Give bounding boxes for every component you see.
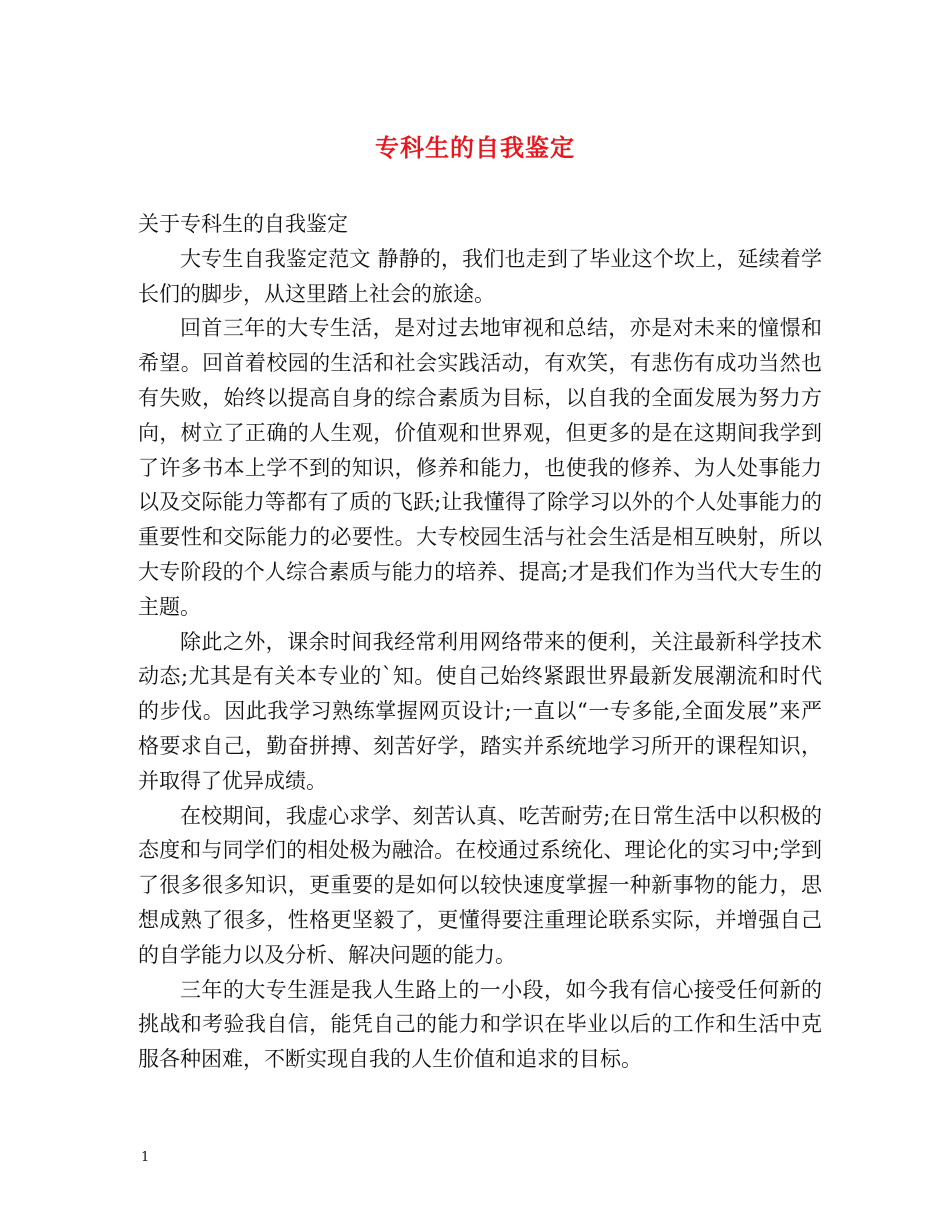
body-paragraph: 大专生自我鉴定范文 静静的，我们也走到了毕业这个坎上，延续着学长们的脚步，从这里踏上社会的旅途。 xyxy=(138,246,822,306)
body-paragraph: 除此之外，课余时间我经常利用网络带来的便利，关注最新科学技术动态;尤其是有关本专业的`知。使自己始终紧跟世界最新发展潮流和时代的步伐。因此我学习熟练掌握网页设计;一直以“一专多能,全面发展”来严格要求自己，勤奋拼搏、刻苦好学，踏实并系统地学习所开的课程知识，并取得了优异成绩。 xyxy=(138,629,822,793)
body-paragraph: 回首三年的大专生活，是对过去地审视和总结，亦是对未来的憧憬和希望。回首着校园的生活和社会实践活动，有欢笑，有悲伤有成功当然也有失败，始终以提高自身的综合素质为目标，以自我的全面发展为努力方向，树立了正确的人生观，价值观和世界观，但更多的是在这期间我学到了许多书本上学不到的知识，修养和能力，也使我的修养、为人处事能力以及交际能力等都有了质的飞跃;让我懂得了除学习以外的个人处事能力的重要性和交际能力的必要性。大专校园生活与社会生活是相互映射，所以大专阶段的个人综合素质与能力的培养、提高;才是我们作为当代大专生的主题。 xyxy=(138,316,822,619)
subtitle-paragraph: 关于专科生的自我鉴定 xyxy=(138,212,348,236)
page-number: 1 xyxy=(141,1150,150,1165)
document-body xyxy=(138,207,822,1077)
body-paragraph: 在校期间，我虚心求学、刻苦认真、吃苦耐劳;在日常生活中以积极的态度和与同学们的相处极为融洽。在校通过系统化、理论化的实习中;学到了很多很多知识，更重要的是如何以较快速度掌握一种新事物的能力，思想成熟了很多，性格更坚毅了，更懂得要注重理论联系实际，并增强自己的自学能力以及分析、解决问题的能力。 xyxy=(138,803,822,967)
document-title: 专科生的自我鉴定 xyxy=(375,133,575,162)
body-paragraph: 三年的大专生涯是我人生路上的一小段，如今我有信心接受任何新的挑战和考验我自信，能凭自己的能力和学识在毕业以后的工作和生活中克服各种困难，不断实现自我的人生价值和追求的目标。 xyxy=(138,977,822,1072)
